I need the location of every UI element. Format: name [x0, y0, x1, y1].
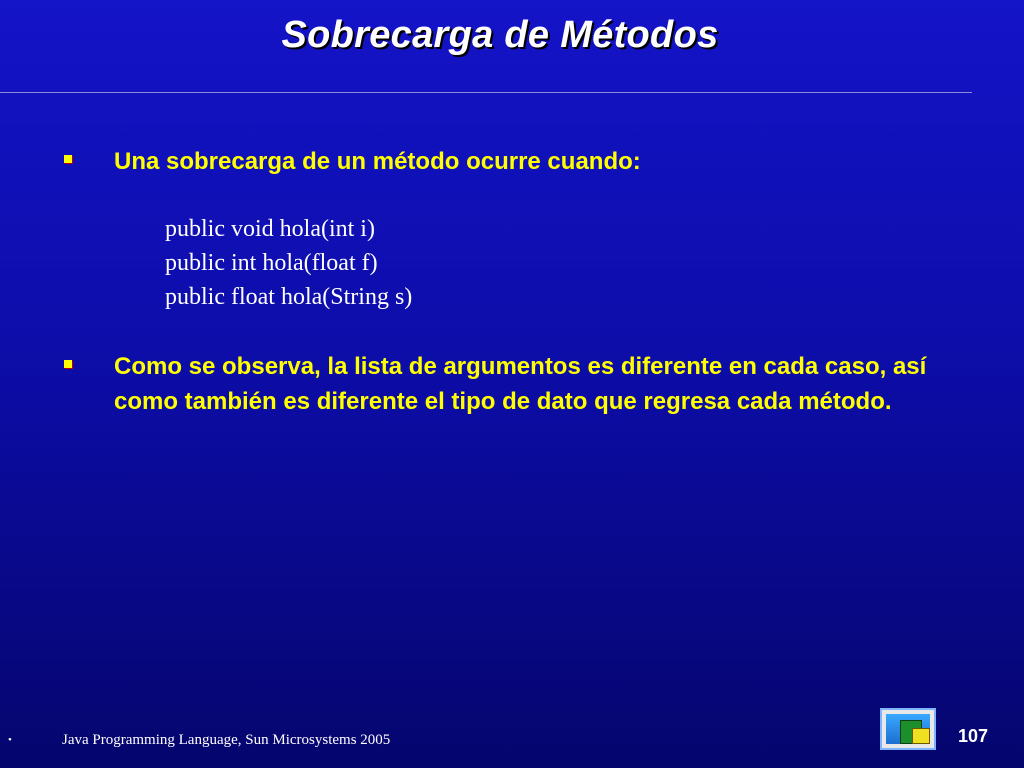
slide-title: Sobrecarga de Métodos [281, 14, 719, 56]
footer-text: Java Programming Language, Sun Microsystems 2005 [62, 732, 391, 748]
code-line: public void hola(int i) [165, 216, 375, 242]
institution-logo-icon [880, 708, 936, 750]
code-line: public float hola(String s) [165, 284, 413, 310]
page-number: 107 [958, 726, 989, 746]
title-divider [0, 92, 972, 93]
bullet-point-1: Una sobrecarga de un método ocurre cuando: [114, 148, 641, 175]
square-bullet-icon [64, 152, 76, 166]
square-bullet-icon [64, 357, 76, 371]
bullet-point-2: Como se observa, la lista de argumentos es diferente en cada caso, así como también es diferente el tipo de dato que regresa cada método. [114, 353, 927, 415]
footer-bullet: • [8, 734, 12, 746]
code-line: public int hola(float f) [165, 250, 378, 276]
code-block [165, 212, 412, 314]
